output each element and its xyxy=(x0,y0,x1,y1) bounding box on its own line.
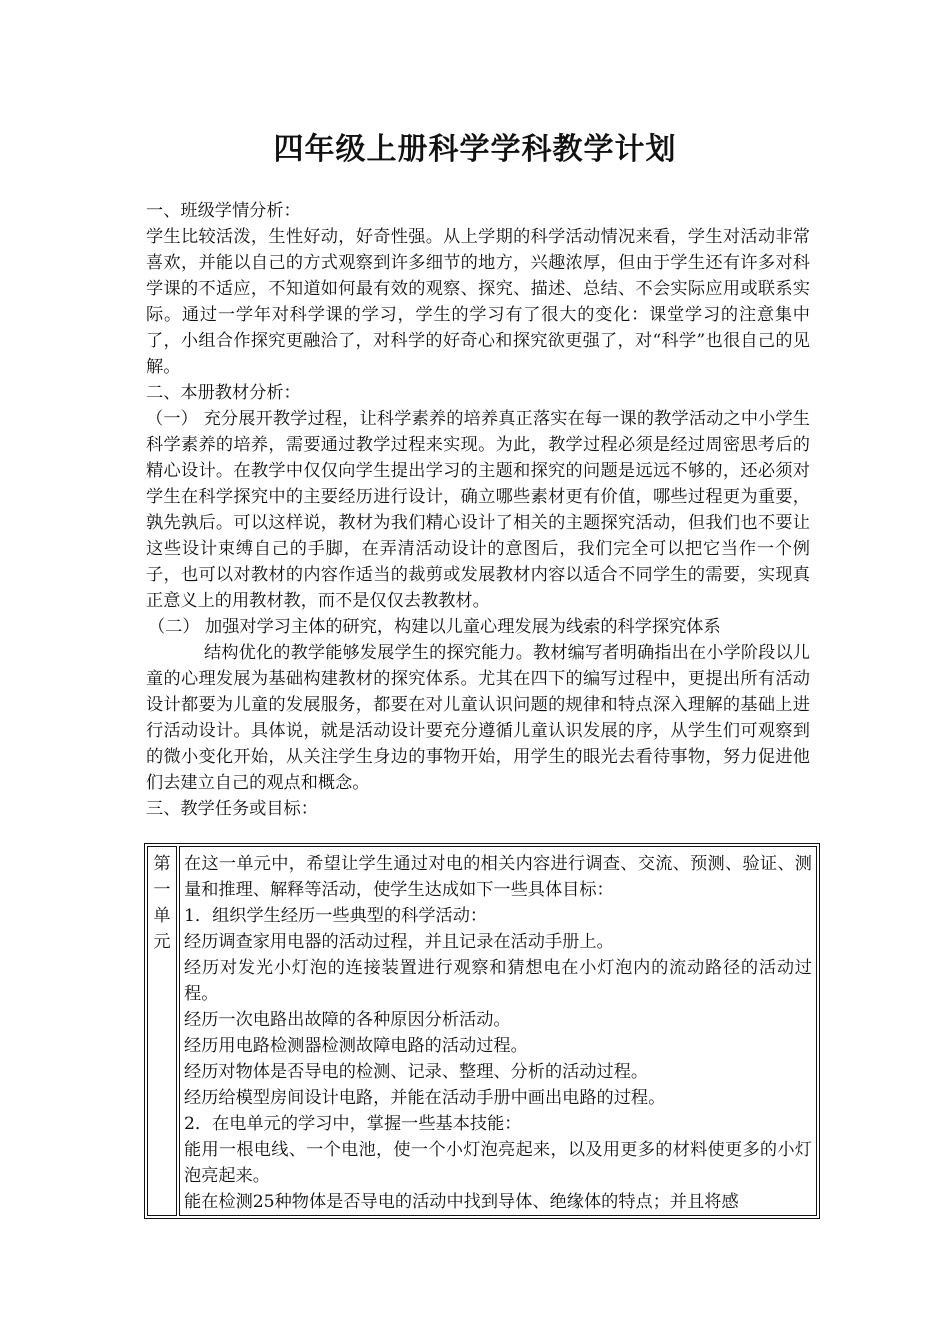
content-line: 经历对物体是否导电的检测、记录、整理、分析的活动过程。 xyxy=(184,1062,649,1082)
section-2-subsection-2-heading: （二） 加强对学习主体的研究，构建以儿童心理发展为线索的科学探究体系 xyxy=(148,617,721,637)
document-title: 四年级上册科学学科教学计划 xyxy=(273,132,677,167)
section-2-subsection-2-body: 结构优化的教学能够发展学生的探究能力。教材编写者明确指出在小学阶段以儿童的心理发展为基础构建教材的探究体系。尤其在四下的编写过程中，更提出所有活动设计都要为儿童的发展服务，都要在对儿童认识问题的规律和特点深入理解的基础上进行活动设计。具体说，就是活动设计要充分遵循儿童认识发展的序，从学生们可观察到的微小变化开始，从关注学生身边的事物开始，用学生的眼光去看待事物，努力促进他们去建立自己的观点和概念。 xyxy=(146,643,810,793)
unit-label-char: 单 xyxy=(153,906,171,926)
content-line: 经历用电路检测器检测故障电路的活动过程。 xyxy=(184,1036,528,1056)
content-line: 能在检测25种物体是否导电的活动中找到导体、绝缘体的特点；并且将感 xyxy=(184,1192,739,1212)
document-body xyxy=(146,198,810,822)
section-1-heading: 一、班级学情分析： xyxy=(146,201,301,221)
unit-label-char: 元 xyxy=(153,932,171,952)
table-row xyxy=(147,846,817,1216)
content-line: 经历给模型房间设计电路，并能在活动手册中画出电路的过程。 xyxy=(184,1088,666,1108)
section-1-body: 学生比较活泼，生性好动，好奇性强。从上学期的科学活动情况来看，学生对活动非常喜欢，并能以自己的方式观察到许多细节的地方，兴趣浓厚，但由于学生还有许多对科学课的不适应，不知道如何最有效的观察、探究、描述、总结、不会实际应用或联系实际。通过一学年对科学课的学习，学生的学习有了很大的变化：课堂学习的注意集中了，小组合作探究更融洽了，对科学的好奇心和探究欲更强了，对“科学”也很自己的见解。 xyxy=(146,227,810,377)
content-line: 经历调查家用电器的活动过程，并且记录在活动手册上。 xyxy=(184,932,614,952)
unit-label-cell xyxy=(147,846,177,1216)
content-line: 在这一单元中，希望让学生通过对电的相关内容进行调查、交流、预测、验证、测量和推理、解释等活动，使学生达成如下一些具体目标： xyxy=(184,854,812,900)
goals-table xyxy=(144,843,820,1219)
section-2-subsection-1: （一） 充分展开教学过程，让科学素养的培养真正落实在每一课的教学活动之中小学生科学素养的培养，需要通过教学过程来实现。为此，教学过程必须是经过周密思考后的精心设计。在教学中仅仅向学生提出学习的主题和探究的问题是远远不够的，还必须对学生在科学探究中的主要经历进行设计，确立哪些素材更有价值，哪些过程更为重要，孰先孰后。可以这样说，教材为我们精心设计了相关的主题探究活动，但我们也不要让这些设计束缚自己的手脚，在弄清活动设计的意图后，我们完全可以把它当作一个例子，也可以对教材的内容作适当的裁剪或发展教材内容以适合不同学生的需要，实现真正意义上的用教材教，而不是仅仅去教教材。 xyxy=(146,409,810,611)
unit-content-cell xyxy=(179,846,817,1216)
content-line: 经历一次电路出故障的各种原因分析活动。 xyxy=(184,1010,511,1030)
content-line: 1．组织学生经历一些典型的科学活动： xyxy=(184,906,488,926)
content-line: 能用一根电线、一个电池，使一个小灯泡亮起来，以及用更多的材料使更多的小灯泡亮起来。 xyxy=(184,1140,812,1186)
unit-label-char: 一 xyxy=(153,880,171,900)
content-line: 2．在电单元的学习中，掌握一些基本技能： xyxy=(184,1114,522,1134)
section-2-heading: 二、本册教材分析： xyxy=(146,383,301,403)
section-3-heading: 三、教学任务或目标： xyxy=(146,799,318,819)
unit-label-char: 第 xyxy=(153,854,171,874)
content-line: 经历对发光小灯泡的连接装置进行观察和猜想电在小灯泡内的流动路径的活动过程。 xyxy=(184,958,812,1004)
